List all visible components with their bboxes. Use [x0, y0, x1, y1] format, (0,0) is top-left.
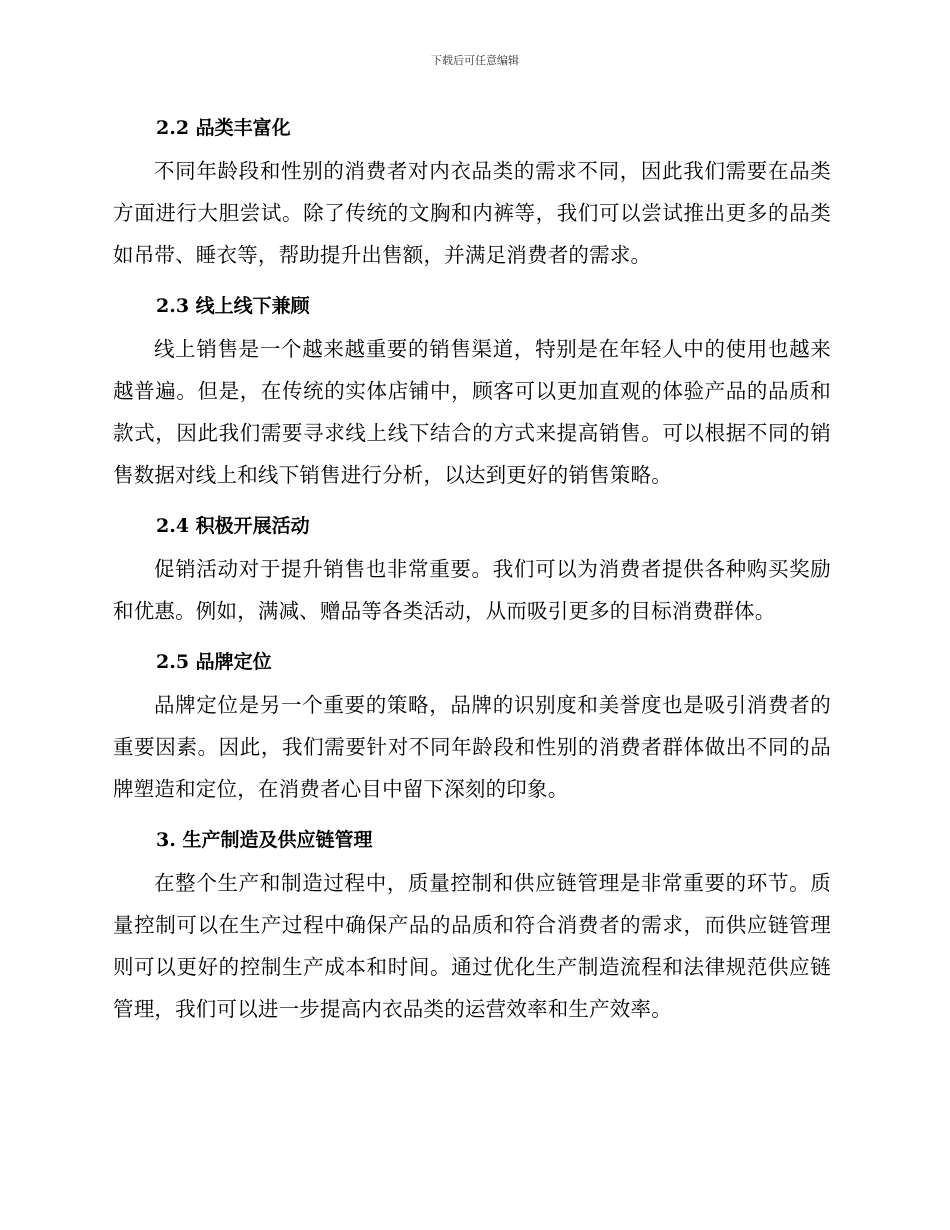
section-paragraph-2-4: 促销活动对于提升销售也非常重要。我们可以为消费者提供各种购买奖励和优惠。例如，满减、赠品等各类活动，从而吸引更多的目标消费群体。 — [113, 557, 831, 623]
page-header: 下载后可任意编辑 — [431, 54, 519, 67]
section-paragraph-2-5: 品牌定位是另一个重要的策略，品牌的识别度和美誉度也是吸引消费者的重要因素。因此，我们需要针对不同年龄段和性别的消费者群体做出不同的品牌塑造和定位，在消费者心目中留下深刻的印象。 — [113, 693, 831, 801]
section-heading-2-5: 2.5 品牌定位 — [156, 651, 272, 673]
section-heading-2-4: 2.4 积极开展活动 — [156, 515, 310, 537]
section-heading-3: 3. 生产制造及供应链管理 — [156, 829, 373, 851]
section-paragraph-2-2: 不同年龄段和性别的消费者对内衣品类的需求不同，因此我们需要在品类方面进行大胆尝试。除了传统的文胸和内裤等，我们可以尝试推出更多的品类如吊带、睡衣等，帮助提升出售额，并满足消费者的需求。 — [113, 159, 831, 267]
section-paragraph-3: 在整个生产和制造过程中，质量控制和供应链管理是非常重要的环节。质量控制可以在生产过程中确保产品的品质和符合消费者的需求，而供应链管理则可以更好的控制生产成本和时间。通过优化生产制造流程和法律规范供应链管理，我们可以进一步提高内衣品类的运营效率和生产效率。 — [113, 871, 831, 1021]
section-paragraph-2-3: 线上销售是一个越来越重要的销售渠道，特别是在年轻人中的使用也越来越普遍。但是，在传统的实体店铺中，顾客可以更加直观的体验产品的品质和款式，因此我们需要寻求线上线下结合的方式来提高销售。可以根据不同的销售数据对线上和线下销售进行分析，以达到更好的销售策略。 — [113, 337, 831, 487]
section-heading-2-3: 2.3 线上线下兼顾 — [156, 295, 310, 317]
section-heading-2-2: 2.2 品类丰富化 — [156, 117, 291, 139]
document-body — [113, 108, 831, 1040]
